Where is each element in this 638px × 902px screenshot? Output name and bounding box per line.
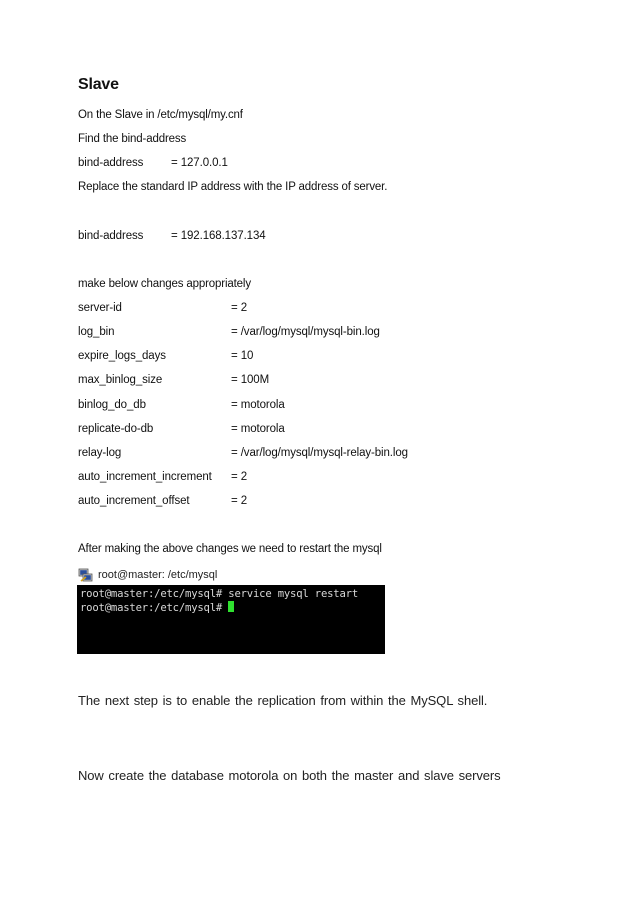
terminal-cursor (228, 601, 234, 612)
config-key: expire_logs_days (78, 350, 166, 362)
config-key: bind-address (78, 157, 144, 169)
intro-line: Find the bind-address (78, 133, 187, 145)
terminal-window-title (78, 566, 217, 584)
config-key: auto_increment_increment (78, 471, 212, 483)
body-paragraph: Now create the database motorola on both the master and slave servers (78, 768, 501, 783)
restart-note: After making the above changes we need to restart the mysql (78, 543, 382, 555)
config-value: = /var/log/mysql/mysql-bin.log (231, 326, 380, 338)
section-heading: Slave (78, 76, 119, 93)
replace-note: Replace the standard IP address with the IP address of server. (78, 181, 388, 193)
config-key: replicate-do-db (78, 423, 154, 435)
terminal-line: root@master:/etc/mysql# service mysql restart (80, 588, 359, 600)
terminal-title-text: root@master: /etc/mysql (98, 569, 218, 581)
config-value: = 2 (231, 495, 248, 507)
config-value: = 127.0.0.1 (171, 157, 228, 169)
config-key: auto_increment_offset (78, 495, 190, 507)
config-key: server-id (78, 302, 122, 314)
config-value: = 10 (231, 350, 254, 362)
config-value: = motorola (231, 423, 285, 435)
config-key: relay-log (78, 447, 122, 459)
config-value: = 100M (231, 374, 270, 386)
config-value: = /var/log/mysql/mysql-relay-bin.log (231, 447, 408, 459)
config-key: log_bin (78, 326, 115, 338)
config-key: binlog_do_db (78, 399, 146, 411)
putty-icon (78, 568, 93, 583)
config-value: = 2 (231, 302, 248, 314)
config-key: bind-address (78, 230, 144, 242)
config-value: = 2 (231, 471, 248, 483)
terminal-screen (77, 585, 385, 654)
terminal-line (80, 601, 385, 615)
config-value: = 192.168.137.134 (171, 230, 266, 242)
body-paragraph: The next step is to enable the replication from within the MySQL shell. (78, 693, 488, 708)
terminal-prompt: root@master:/etc/mysql# (80, 601, 229, 614)
intro-line: On the Slave in /etc/mysql/my.cnf (78, 109, 243, 121)
config-value: = motorola (231, 399, 285, 411)
changes-intro: make below changes appropriately (78, 278, 251, 290)
config-key: max_binlog_size (78, 374, 163, 386)
